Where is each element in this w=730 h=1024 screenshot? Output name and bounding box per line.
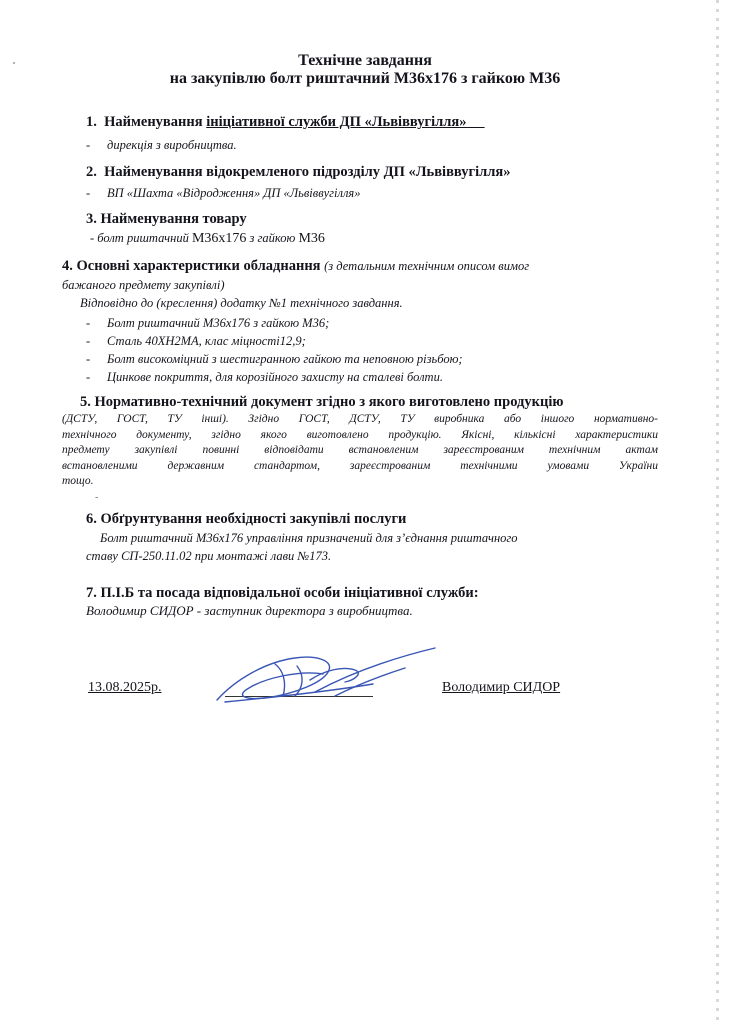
section-6-text-line-1: Болт риштачний М36х176 управління призначений для з’єднання риштачного [100,531,518,545]
section-1-label: Найменування [104,114,207,130]
stray-dash: - [95,492,99,503]
document-subtitle: на закупівлю болт риштачний М36х176 з гайкою М36 [169,70,561,87]
section-7-value: Володимир СИДОР - заступник директора з виробництва. [86,603,413,618]
section-7-heading: 7. П.І.Б та посада відповідальної особи ініціативної служби: [86,585,479,601]
section-5-heading: 5. Нормативно-технічний документ згідно з якого виготовлено продукцію [80,394,564,410]
section-1-number: 1. [86,114,97,130]
section-1-value: дирекція з виробництва. [107,138,237,152]
section-4-note-line-2: бажаного предмету закупівлі) [62,278,225,292]
document-title: Технічне завдання [298,52,432,69]
section-4-item: Сталь 40ХН2МА, клас міцності12,9; [107,334,306,348]
bullet-dash: - [86,316,91,330]
section-3-heading: 3. Найменування товару [86,211,247,227]
section-2-number: 2. [86,164,97,180]
section-2-label: Найменування відокремленого підрозділу ДП «Львіввугілля» [104,164,511,180]
bullet-dash: - [86,352,91,366]
section-4-item: Болт високоміцний з шестигранною гайкою та неповною різьбою; [107,352,463,366]
section-4-heading [62,258,529,275]
bullet-dash: - [86,186,91,200]
section-4-item: Цинкове покриття, для корозійного захисту на сталеві болти. [107,370,443,384]
bullet-dash: - [86,334,91,348]
section-2-value: ВП «Шахта «Відродження» ДП «Львіввугілля» [107,186,361,200]
section-6-heading: 6. Обґрунтування необхідності закупівлі послуги [86,511,407,527]
section-4-intro: Відповідно до (креслення) додатку №1 технічного завдання. [80,296,403,310]
bullet-dash: - [86,138,91,152]
section-6-text-line-2: ставу СП-250.11.02 при монтажі лави №173. [86,549,332,563]
bullet-dash: - [86,370,91,384]
section-4-note-line-1: (з детальним технічним описом вимог [324,259,530,273]
section-3-value: - болт риштачний М36х176 з гайкою М36 [90,231,325,246]
section-1-heading [86,114,485,131]
handwritten-signature [205,640,445,710]
section-4-label: 4. Основні характеристики обладнання [62,258,321,274]
section-1-label-underlined: ініціативної служби ДП «Львіввугілля» [206,114,467,130]
scan-edge [716,0,719,1024]
section-2-heading [86,164,510,181]
section-5-text: (ДСТУ, ГОСТ, ТУ інші). Згідно ГОСТ, ДСТУ, ТУ виробника або іншого нормативно- технічного документу, згідно якого виготовлено продукцію. Якісні, кількісні характеристики предмету закупівлі повинні відповідати встановленим зареєстрованим технічним актам встановленими державним стандартом, зареєстрованим технічними умовами України тощо. [62,413,658,487]
section-4-item: Болт риштачний М36х176 з гайкою М36; [107,316,330,330]
signature-date: 13.08.2025р. [88,680,162,695]
signatory-name: Володимир СИДОР [442,680,561,695]
